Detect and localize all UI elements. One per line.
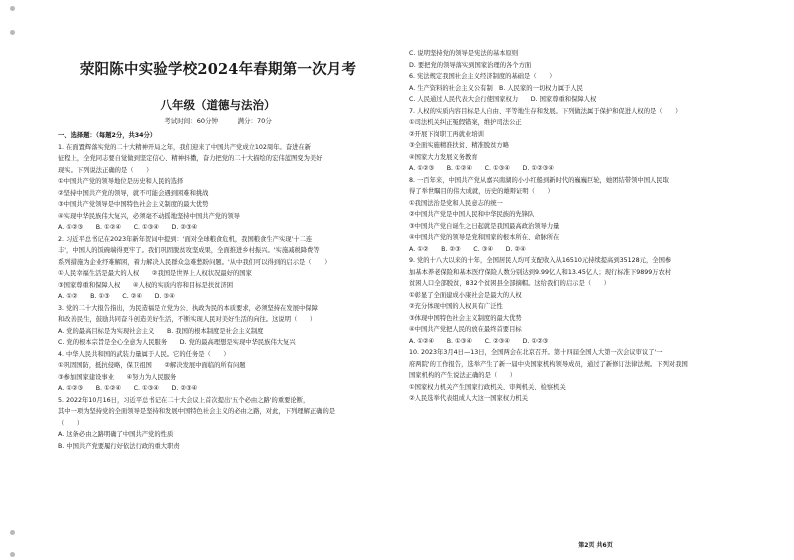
question-line: 4. 中华人民共和国的武装力量属于人民。它的任务是（ ） [58, 350, 230, 358]
question-line: 7. 人权的实质内容目标是人自由、平等地生存和发展。下列做法属于保护和促进人权的是（ ） [409, 107, 682, 115]
question-line: 贫困人口全部脱贫，832个贫困县全部摘帽。这给我们的启示是（ ） [409, 280, 610, 287]
question-line: A. ①②③ B. ①②④ C. ①③④ D. ①②③④ [409, 165, 554, 172]
question-line: A. ①②③ B. ①②④ C. ①③④ D. ②③④ [58, 385, 198, 392]
question-line: 丰'，中国人的饭碗端得更牢了。我们巩固脱贫攻坚成果，全面推进乡村振兴。'实施减税降费等 [58, 247, 320, 254]
question-line: 1. 在面置辉落实党的二十大精神开局之年，我们迎来了中国共产党成立102周年。奋进在新 [58, 143, 312, 151]
question-line: ③参加国家建设事业 ④努力为人民服务 [58, 373, 177, 381]
question-line: ③体现中国特色社会主义制度的最大优势 [409, 314, 522, 322]
question-line: 9. 党的十八大以来的十年，全国居民人均可支配收入从16510元持续提高到35128元，全国参 [409, 257, 672, 264]
exam-subtitle: 八年级（道德与法治） [160, 98, 276, 112]
question-line: ①巩固国防，抵抗侵略，保卫祖国 ②解决发展中面临的所有问题 [58, 362, 246, 369]
question-line: C. 说明坚持党的领导是宪法的基本原则 [409, 50, 519, 57]
question-line: ③中国共产党自诞生之日起就是我国最高政治领导力量 [409, 222, 560, 230]
question-line: C. 人民通过人民代表大会行使国家权力 D. 国家尊重和保障人权 [409, 96, 597, 103]
question-line: A. ①②④ B. ①③④ C. ②③④ D. ①②③ [409, 337, 549, 345]
question-line: 和改善民生，鼓励共同奋斗创造美好生活，不断实现人民对美好生活的向往。这说明（ ） [58, 316, 317, 323]
question-line: 其中一项为坚持党的全面领导是坚持和发展中国特色社会主义的必由之路，对此，下列理解正确的是 [58, 408, 336, 415]
binding-hole [10, 552, 15, 557]
right-page [397, 0, 794, 560]
question-line: ④中国共产党把人民的放在最终首要目标 [409, 326, 522, 333]
question-line: 6. 宪法规定我国社会主义经济制度的基础是（ ） [409, 73, 556, 80]
exam-title: 荥阳陈中实验学校2024年春期第一次月考 [79, 61, 357, 78]
question-line: ②开展下岗职工再就业培训 [409, 130, 484, 138]
exam-meta: 考试时间：60分钟 满分：70分 [164, 117, 272, 125]
question-line: 得了举世瞩目的伟大成就，历史的雄辩证明（ ） [409, 188, 554, 195]
question-line: ④中国共产党的领导是党和国家的根本所在、命脉所在 [409, 234, 560, 241]
page-footer: 第2页 共6页 [578, 542, 613, 549]
question-line: ①国家权力机关产生国家行政机关、审判机关、检察机关 [409, 383, 566, 391]
question-line: ③全面实施精准扶贫、精准脱贫方略 [409, 142, 510, 149]
question-line: ②人民选举代表组成人大这一国家权力机关 [409, 395, 528, 402]
question-line: 10. 2023年3月4日—13日，全国两会在北京召开。第十四届全国人大第一次会议审议了'一 [409, 349, 663, 356]
question-line: A. ①②③ B. ①②④ C. ①③④ D. ②③④ [58, 224, 198, 231]
question-line: ①彰显了全面建成小康社会是最大的人权 [409, 291, 522, 299]
question-line: A. ①② B. ①③ C. ②④ D. ③④ [58, 293, 175, 300]
question-line: ③国家尊重和保障人权 ④人权的实质内容和目标是扶贫济困 [58, 281, 234, 289]
question-line: 府两院'的工作报告，选举产生了新一届中央国家机构领导成员，通过了新修订法律法规。下列对我国 [409, 360, 688, 368]
question-line: A. 这条必由之路明确了中国共产党的性质 [58, 431, 174, 438]
question-line: ③中国共产党领导是中国特色社会主义制度的最大优势 [58, 201, 209, 208]
question-line: ②坚持中国共产党的领导，就不可能会遇到困难和挑战 [58, 189, 209, 197]
binding-hole [10, 530, 15, 535]
question-line: 2. 习近平总书记在2023年新年贺词中提到：'面对全球粮食危机，我国粮食生产实现'十二连 [58, 235, 313, 243]
right-content [409, 48, 787, 405]
left-content [58, 50, 378, 452]
question-line: ①司法机关纠正冤假错案，维护司法公正 [409, 119, 522, 126]
question-line: （ ） [58, 419, 84, 427]
question-line: C. 党的根本宗旨是全心全意为人民服务 D. 党的最高理想是实现中华民族伟大复兴 [58, 339, 296, 346]
question-line: ①我国法治是党和人民意志的统一 [409, 199, 503, 207]
question-line: 3. 党的二十大报告指出，为民造福是立党为公、执政为民的本质要求，必须坚持在发展中保障 [58, 304, 318, 312]
question-line: D. 要把党的领导落实到国家治理的各个方面 [409, 61, 532, 69]
question-line: ④实现中华民族伟大复兴，必须毫不动摇地坚持中国共产党的领导 [58, 212, 240, 220]
question-line: ②充分体现中国的人权具有广泛性 [409, 303, 503, 310]
question-line: ①人民幸福生活是最大的人权 ②我国是世界上人权状况最好的国家 [58, 270, 252, 277]
question-line: 征程上，全党同志要自觉做到坚定信心、精神抖擞，奋力把党的二十大描绘的宏伟蓝图变为美好 [58, 155, 323, 162]
question-line: ①中国共产党的领导地位是历史和人民的选择 [58, 178, 184, 185]
question-line: A. ①② B. ②③ C. ③④ D. ②④ [409, 245, 526, 253]
question-line: 8. 一百年来，中国共产党从嘉兴南湖的小小红船到新时代的巍巍巨轮，她团结带领中国人民取 [409, 176, 669, 184]
question-line: 系列措施为企业纾难解困，着力解决人民群众急难愁盼问题。'从中我们可以得到的启示是（ ） [58, 258, 331, 266]
question-line: ②中国共产党是中国人民和中华民族的先锋队 [409, 211, 535, 218]
section-heading: 一、选择题：（每题2分，共34分） [58, 132, 157, 139]
question-line: A. 生产资料的社会主义公有制 B. 人民家的一切权力属于人民 [409, 84, 583, 92]
binding-hole [10, 6, 15, 11]
question-line: 现实。下列说法正确的是（ ） [58, 166, 153, 174]
binding-hole [10, 30, 15, 35]
question-line: 国家机构的产生说法正确的是（ ） [409, 372, 517, 379]
question-line: B. 中国共产党要履行好依法行政的重大职责 [58, 442, 180, 450]
question-line: 加基本养老保险和基本医疗保险人数分别达到9.99亿人和13.45亿人；现行标准下9899万农村 [409, 268, 672, 276]
question-line: A. 党的最高目标是为实现社会主义 B. 我国的根本制度是社会主义制度 [58, 327, 264, 335]
question-line: 5. 2022年10月16日，习近平总书记在二十大会议上首次提出'五个必由之路'的重要论断， [58, 396, 310, 404]
question-line: ④国家大力发展义务教育 [409, 153, 478, 161]
